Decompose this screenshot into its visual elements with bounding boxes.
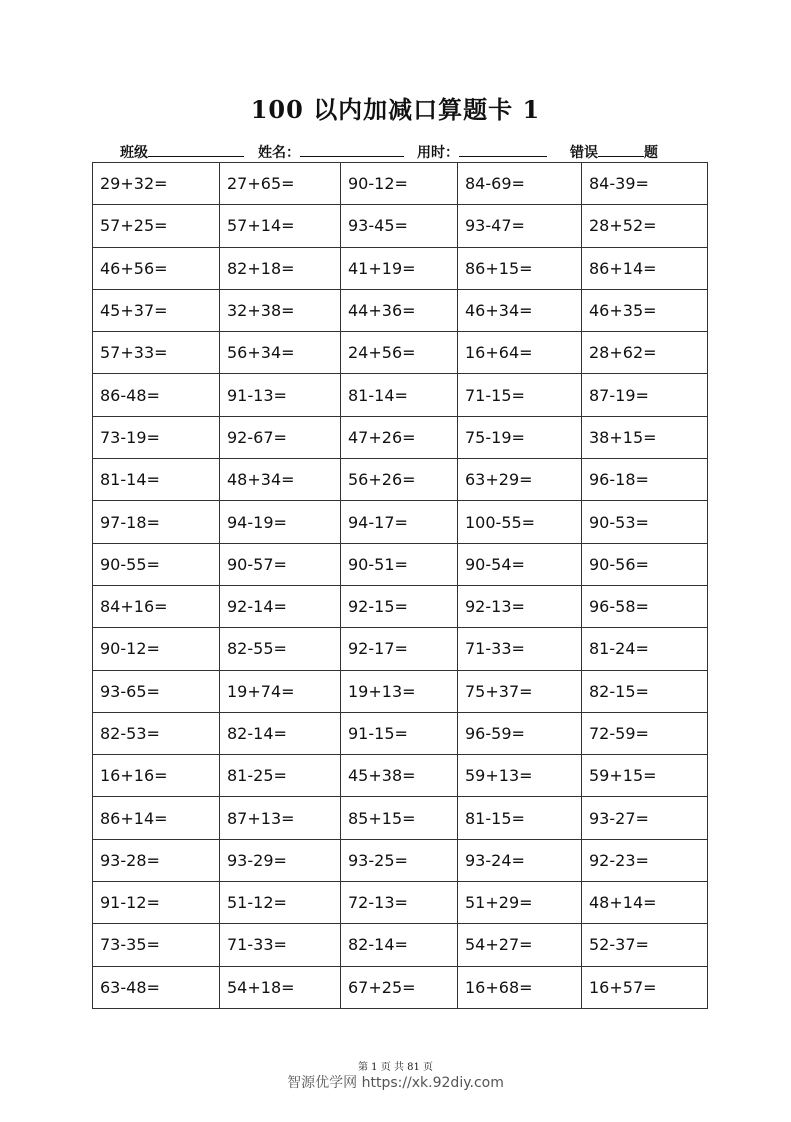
problem-cell: 87+13= [220,797,341,839]
problem-cell: 96-59= [458,712,582,754]
problem-cell: 54+27= [458,924,582,966]
site-watermark: 智源优学网 https://xk.92diy.com [287,1075,504,1091]
name-label: 姓名： [258,145,300,161]
problem-row [93,374,708,416]
page-number: 第 1 页 共 81 页 [358,1062,433,1073]
problem-row [93,924,708,966]
problem-cell: 93-29= [220,839,341,881]
problem-row [93,966,708,1008]
problem-cell: 71-33= [458,628,582,670]
problem-row [93,289,708,331]
problem-cell: 90-51= [341,543,458,585]
problem-cell: 57+33= [93,332,220,374]
error-suffix: 题 [644,145,658,161]
problem-row [93,416,708,458]
class-field [120,142,244,162]
page-title: 100 以内加减口算题卡 1 [250,95,541,124]
problem-cell: 45+38= [341,755,458,797]
problem-row [93,882,708,924]
problem-cell: 91-13= [220,374,341,416]
problem-cell: 44+36= [341,289,458,331]
problem-cell: 73-19= [93,416,220,458]
problem-cell: 71-33= [220,924,341,966]
time-field [417,142,547,162]
problem-row [93,501,708,543]
problem-cell: 92-14= [220,585,341,627]
problem-cell: 56+26= [341,459,458,501]
problem-cell: 19+74= [220,670,341,712]
problem-cell: 47+26= [341,416,458,458]
problem-cell: 81-14= [341,374,458,416]
problem-cell: 85+15= [341,797,458,839]
problem-cell: 84+16= [93,585,220,627]
problem-cell: 46+34= [458,289,582,331]
problem-cell: 93-28= [93,839,220,881]
problem-cell: 16+68= [458,966,582,1008]
problem-cell: 63+29= [458,459,582,501]
problem-row [93,247,708,289]
problem-cell: 59+13= [458,755,582,797]
problem-row [93,670,708,712]
problem-cell: 75-19= [458,416,582,458]
problem-cell: 96-18= [582,459,708,501]
problem-cell: 32+38= [220,289,341,331]
problem-cell: 28+62= [582,332,708,374]
problem-row [93,755,708,797]
problem-cell: 29+32= [93,163,220,205]
problem-cell: 86+15= [458,247,582,289]
problem-cell: 57+14= [220,205,341,247]
problem-row [93,839,708,881]
problem-cell: 41+19= [341,247,458,289]
problem-cell: 57+25= [93,205,220,247]
problem-cell: 82+18= [220,247,341,289]
problem-cell: 24+56= [341,332,458,374]
problem-cell: 93-65= [93,670,220,712]
problem-cell: 87-19= [582,374,708,416]
time-label: 用时： [417,145,459,161]
problem-cell: 75+37= [458,670,582,712]
problem-cell: 90-55= [93,543,220,585]
problem-cell: 91-15= [341,712,458,754]
problem-cell: 81-15= [458,797,582,839]
problem-cell: 71-15= [458,374,582,416]
problem-cell: 90-54= [458,543,582,585]
problem-cell: 19+13= [341,670,458,712]
problem-cell: 16+16= [93,755,220,797]
problem-cell: 54+18= [220,966,341,1008]
problem-cell: 96-58= [582,585,708,627]
problem-cell: 52-37= [582,924,708,966]
problem-cell: 84-69= [458,163,582,205]
problem-cell: 38+15= [582,416,708,458]
problem-cell: 82-14= [220,712,341,754]
problem-cell: 86-48= [93,374,220,416]
problem-cell: 92-17= [341,628,458,670]
problem-cell: 16+64= [458,332,582,374]
problem-cell: 72-13= [341,882,458,924]
problem-row [93,459,708,501]
problem-cell: 51-12= [220,882,341,924]
problem-cell: 86+14= [582,247,708,289]
problem-cell: 56+34= [220,332,341,374]
problem-cell: 100-55= [458,501,582,543]
problem-cell: 94-19= [220,501,341,543]
class-label: 班级 [120,145,148,161]
problem-row [93,163,708,205]
name-blank[interactable] [300,143,404,157]
problem-cell: 92-15= [341,585,458,627]
problem-row [93,332,708,374]
problem-cell: 93-27= [582,797,708,839]
problem-cell: 67+25= [341,966,458,1008]
problem-cell: 82-55= [220,628,341,670]
problem-cell: 92-67= [220,416,341,458]
problem-cell: 48+34= [220,459,341,501]
problem-cell: 81-24= [582,628,708,670]
problem-cell: 46+35= [582,289,708,331]
problem-cell: 72-59= [582,712,708,754]
problem-cell: 97-18= [93,501,220,543]
problem-cell: 91-12= [93,882,220,924]
student-info-row [0,142,791,162]
time-blank[interactable] [459,143,547,157]
problem-cell: 16+57= [582,966,708,1008]
problem-cell: 82-53= [93,712,220,754]
problem-cell: 90-53= [582,501,708,543]
problem-cell: 28+52= [582,205,708,247]
problem-cell: 94-17= [341,501,458,543]
problem-cell: 90-57= [220,543,341,585]
problem-row [93,712,708,754]
error-field [570,142,658,162]
problem-cell: 51+29= [458,882,582,924]
error-label: 错误 [570,145,598,161]
name-field [258,142,404,162]
problem-row [93,585,708,627]
problem-row [93,797,708,839]
problem-cell: 46+56= [93,247,220,289]
problem-cell: 81-25= [220,755,341,797]
problem-cell: 63-48= [93,966,220,1008]
problem-cell: 86+14= [93,797,220,839]
class-blank[interactable] [148,143,244,157]
problem-cell: 59+15= [582,755,708,797]
problem-cell: 82-14= [341,924,458,966]
problem-cell: 92-13= [458,585,582,627]
problem-row [93,205,708,247]
problem-cell: 93-47= [458,205,582,247]
problem-cell: 48+14= [582,882,708,924]
problem-cell: 84-39= [582,163,708,205]
problem-cell: 93-24= [458,839,582,881]
problem-cell: 82-15= [582,670,708,712]
problem-cell: 92-23= [582,839,708,881]
problem-row [93,543,708,585]
problem-cell: 73-35= [93,924,220,966]
error-blank[interactable] [598,143,644,157]
problem-cell: 90-12= [341,163,458,205]
problem-cell: 93-25= [341,839,458,881]
problem-cell: 27+65= [220,163,341,205]
problem-cell: 81-14= [93,459,220,501]
problem-cell: 45+37= [93,289,220,331]
problem-cell: 93-45= [341,205,458,247]
problem-cell: 90-56= [582,543,708,585]
problem-grid [92,162,708,1009]
problem-cell: 90-12= [93,628,220,670]
problem-row [93,628,708,670]
